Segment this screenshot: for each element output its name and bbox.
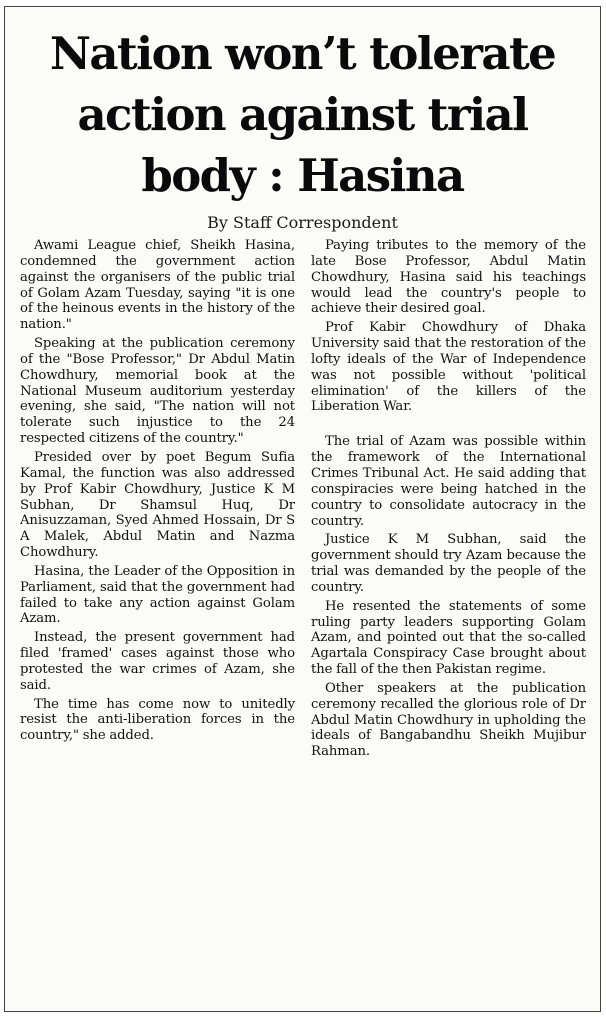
paragraph: Awami League chief, Sheikh Hasina, condemned the government action against the organisers of the public trial of Golam Azam Tuesday, saying "it is one of the heinous events in the history of the nation." <box>20 238 295 333</box>
paragraph: Justice K M Subhan, said the government should try Azam because the trial was demanded by the people of the country. <box>311 532 586 595</box>
paragraph: Speaking at the publication ceremony of the "Bose Professor," Dr Abdul Matin Chowdhury, memorial book at the National Museum auditorium yesterday evening, she said, "The nation will not tolerate such injustice to the 24 respected citizens of the country." <box>20 336 295 447</box>
paragraph: The trial of Azam was possible within the framework of the International Crimes Tribunal Act. He said adding that conspiracies were being hatched in the country to consolidate autocracy in the country. <box>311 434 586 529</box>
paragraph: Hasina, the Leader of the Opposition in Parliament, said that the government had failed to take any action against Golam Azam. <box>20 563 295 627</box>
column-left <box>20 238 295 1000</box>
headline <box>17 23 588 206</box>
headline-line: action against trial <box>77 88 528 141</box>
headline-line: body : Hasina <box>141 149 464 202</box>
paragraph: Paying tributes to the memory of the late Bose Professor, Abdul Matin Chowdhury, Hasina said his teachings would lead the country's people to achieve their desired goal. <box>311 238 586 317</box>
paragraph: He resented the statements of some ruling party leaders supporting Golam Azam, and pointed out that the so-called Agartala Conspiracy Case brought about the fall of the then Pakistan regime. <box>311 598 586 678</box>
paragraph: The time has come now to unitedly resist the anti-liberation forces in the country," she added. <box>20 696 295 744</box>
headline-line: Nation won’t tolerate <box>49 27 556 80</box>
column-right <box>311 238 586 1000</box>
paragraph-gap <box>311 418 586 434</box>
paragraph: Presided over by poet Begum Sufia Kamal, the function was also addressed by Prof Kabir Chowdhury, Justice K M Subhan, Dr Shamsul Huq, Dr Anisuzzaman, Syed Ahmed Hossain, Dr S A Malek, Abdul Matin and Nazma Chowdhury. <box>20 449 295 561</box>
paragraph: Other speakers at the publication ceremony recalled the glorious role of Dr Abdul Matin Chowdhury in upholding the ideals of Bangabandhu Sheikh Mujibur Rahman. <box>311 680 586 760</box>
article-body <box>20 238 586 1000</box>
paragraph: Prof Kabir Chowdhury of Dhaka University said that the restoration of the lofty ideals of the War of Independence was not possible without 'political elimination' of the killers of the Liberation War. <box>311 320 586 415</box>
byline: By Staff Correspondent <box>207 213 398 232</box>
paragraph: Instead, the present government had filed 'framed' cases against those who protested the war crimes of Azam, she said. <box>20 630 295 693</box>
